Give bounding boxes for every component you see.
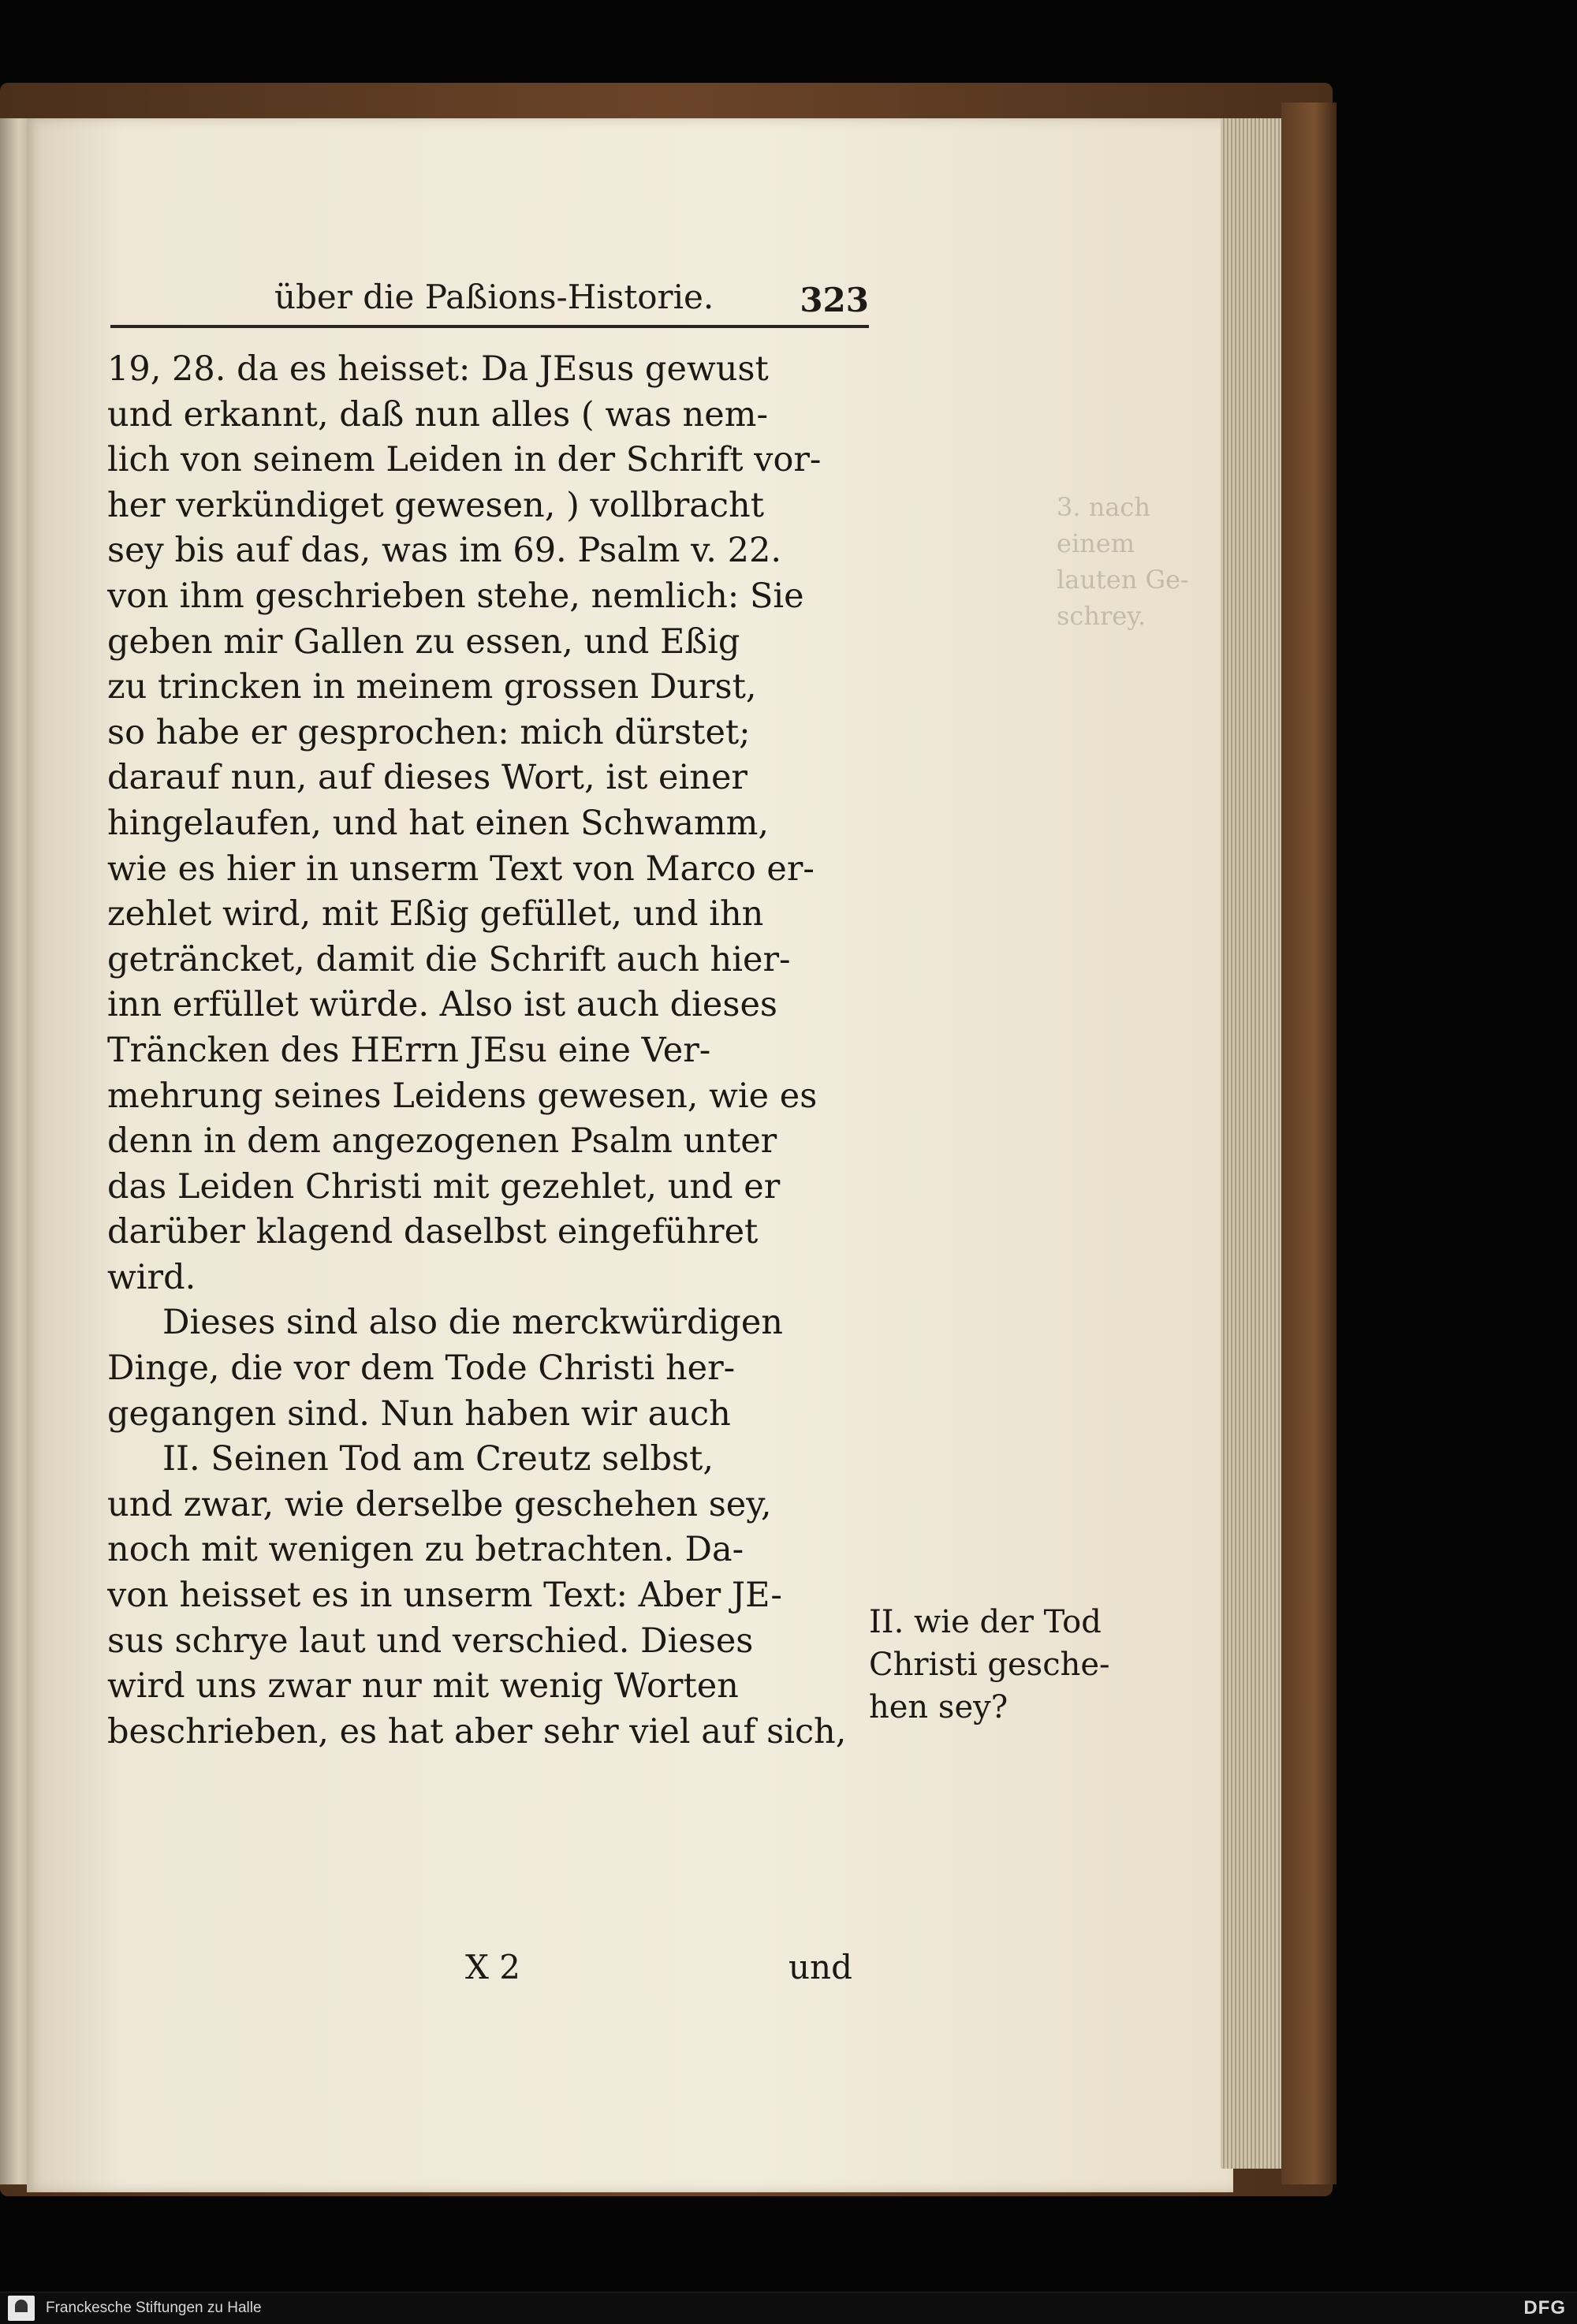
viewer-footer bbox=[0, 2292, 1577, 2324]
text-line: Dinge, die vor dem Tode Christi her- bbox=[107, 1349, 736, 1389]
institution-name[interactable]: Franckesche Stiftungen zu Halle bbox=[46, 2300, 262, 2316]
running-title: über die Paßions-Historie. bbox=[274, 278, 714, 316]
margin-note-line: Christi gesche- bbox=[869, 1647, 1110, 1683]
text-line: darauf nun, auf dieses Wort, ist einer bbox=[107, 758, 747, 798]
page-header bbox=[110, 278, 869, 328]
text-line: gegangen sind. Nun haben wir auch bbox=[107, 1393, 731, 1434]
text-line: wie es hier in unserm Text von Marco er- bbox=[107, 849, 815, 889]
text-line: lich von seinem Leiden in der Schrift vor- bbox=[107, 440, 822, 480]
text-line: II. Seinen Tod am Creutz selbst, bbox=[162, 1439, 714, 1479]
dfg-logo[interactable]: DFG bbox=[1523, 2297, 1566, 2318]
text-line: denn in dem angezogenen Psalm unter bbox=[107, 1121, 777, 1162]
text-line: geträncket, damit die Schrift auch hier- bbox=[107, 939, 791, 979]
text-line: Dieses sind also die merckwürdigen bbox=[162, 1303, 783, 1343]
signature-mark: X 2 bbox=[465, 1948, 520, 1986]
text-line: geben mir Gallen zu essen, und Eßig bbox=[107, 621, 740, 662]
catchword: und bbox=[788, 1948, 852, 1986]
text-line: hingelaufen, und hat einen Schwamm, bbox=[107, 803, 770, 843]
text-line: sey bis auf das, was im 69. Psalm v. 22. bbox=[107, 531, 781, 571]
bleed-line: 3. nach einem bbox=[1057, 492, 1150, 558]
text-line: noch mit wenigen zu betrachten. Da- bbox=[107, 1530, 744, 1570]
bleed-line: lauten Ge- bbox=[1057, 565, 1189, 595]
text-line: Träncken des HErrn JEsu eine Ver- bbox=[107, 1030, 711, 1070]
text-line: und erkannt, daß nun alles ( was nem- bbox=[107, 394, 768, 435]
text-line: inn erfüllet würde. Also ist auch dieses bbox=[107, 985, 777, 1025]
text-line: wird uns zwar nur mit wenig Worten bbox=[107, 1666, 739, 1707]
text-line: und zwar, wie derselbe geschehen sey, bbox=[107, 1484, 772, 1524]
text-line: so habe er gesprochen: mich dürstet; bbox=[107, 712, 751, 752]
text-line: beschrieben, es hat aber sehr viel auf sich, bbox=[107, 1711, 847, 1751]
text-line: mehrung seines Leidens gewesen, wie es bbox=[107, 1076, 818, 1116]
book-spine bbox=[1281, 103, 1337, 2184]
margin-note bbox=[869, 1601, 1110, 1729]
body-text bbox=[107, 347, 864, 1755]
text-line: 19, 28. da es heisset: Da JEsus gewust bbox=[107, 349, 769, 389]
text-line: zu trincken in meinem grossen Durst, bbox=[107, 667, 757, 707]
page-number: 323 bbox=[800, 281, 869, 319]
page-block-edges bbox=[1221, 118, 1285, 2169]
bleed-through-text bbox=[1057, 489, 1214, 634]
text-line: her verkündiget gewesen, ) vollbracht bbox=[107, 485, 764, 525]
margin-note-line: hen sey? bbox=[869, 1689, 1008, 1725]
text-line: wird. bbox=[107, 1257, 196, 1297]
text-line: darüber klagend daselbst eingeführet bbox=[107, 1212, 759, 1252]
text-line: von ihm geschrieben stehe, nemlich: Sie bbox=[107, 576, 804, 616]
institution-logo-icon bbox=[8, 2296, 35, 2321]
text-line: von heisset es in unserm Text: Aber JE- bbox=[107, 1576, 782, 1616]
bleed-line: schrey. bbox=[1057, 601, 1146, 631]
margin-note-line: II. wie der Tod bbox=[869, 1604, 1102, 1640]
text-line: zehlet wird, mit Eßig gefüllet, und ihn bbox=[107, 894, 764, 934]
text-line: das Leiden Christi mit gezehlet, und er bbox=[107, 1166, 781, 1207]
text-line: sus schrye laut und verschied. Dieses bbox=[107, 1621, 754, 1661]
